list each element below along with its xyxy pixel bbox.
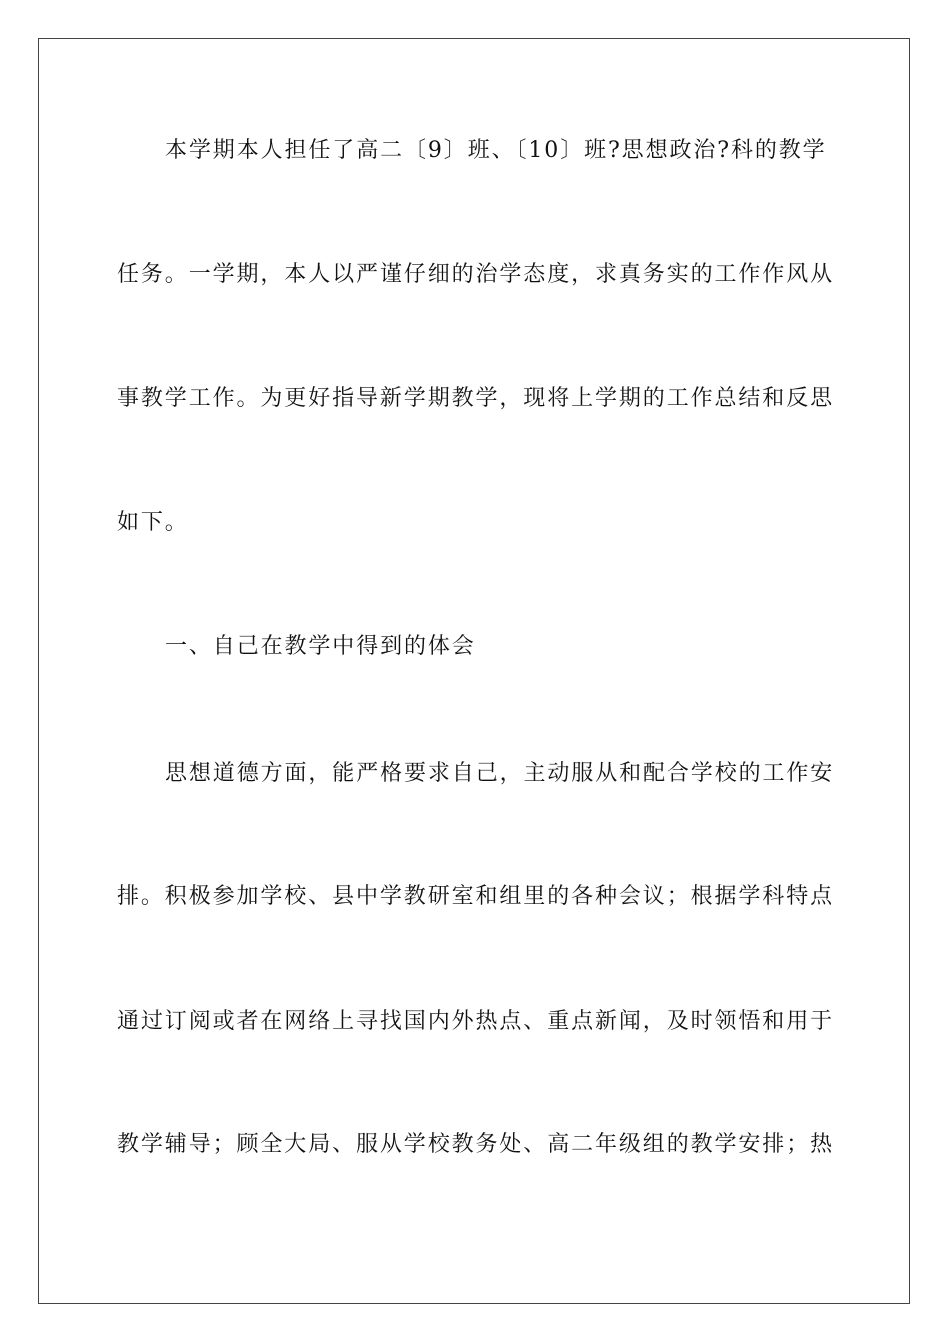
paragraph-1-line-4: 如下。 (117, 510, 189, 535)
paragraph-2-line-3: 通过订阅或者在网络上寻找国内外热点、重点新闻，及时领悟和用于 (117, 1009, 835, 1034)
paragraph-1-line-1: 本学期本人担任了高二〔9〕班、〔10〕班?思想政治?科的教学 (165, 138, 827, 163)
paragraph-2-line-4: 教学辅导；顾全大局、服从学校教务处、高二年级组的教学安排；热 (117, 1132, 835, 1157)
paragraph-2-line-1: 思想道德方面，能严格要求自己，主动服从和配合学校的工作安 (165, 761, 835, 786)
paragraph-2-line-2: 排。积极参加学校、县中学教研室和组里的各种会议；根据学科特点 (117, 884, 835, 909)
section-heading: 一、自己在教学中得到的体会 (165, 634, 476, 659)
paragraph-1-line-2: 任务。一学期，本人以严谨仔细的治学态度，求真务实的工作作风从 (117, 262, 835, 287)
paragraph-1-line-3: 事教学工作。为更好指导新学期教学，现将上学期的工作总结和反思 (117, 386, 835, 411)
page-border (38, 38, 910, 1304)
